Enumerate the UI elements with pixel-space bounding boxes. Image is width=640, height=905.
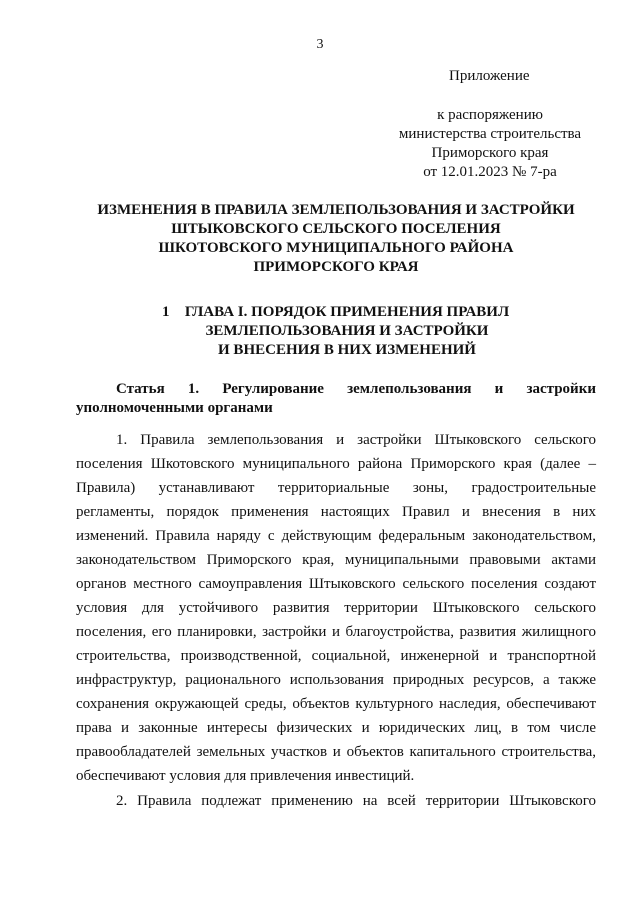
appendix-line: от 12.01.2023 № 7-ра <box>423 164 557 180</box>
document-title-line: ШТЫКОВСКОГО СЕЛЬСКОГО ПОСЕЛЕНИЯ <box>171 221 501 237</box>
article-heading-line <box>76 380 596 399</box>
article-body <box>76 428 596 813</box>
appendix-line: к распоряжению <box>437 107 543 123</box>
article-heading <box>76 380 596 418</box>
appendix-reference <box>390 106 590 182</box>
chapter-title-line: ЗЕМЛЕПОЛЬЗОВАНИЯ И ЗАСТРОЙКИ <box>205 323 489 339</box>
article-heading-line: уполномоченными органами <box>76 400 273 416</box>
document-title <box>0 201 640 277</box>
article-word: 1. <box>187 381 200 397</box>
paragraph-2: 2. Правила подлежат применению на всей территории Штыковского <box>116 793 596 809</box>
article-word: Регулирование <box>222 381 324 397</box>
chapter-title-line: ГЛАВА I. ПОРЯДОК ПРИМЕНЕНИЯ ПРАВИЛ <box>184 304 510 320</box>
page-number: 3 <box>316 37 324 52</box>
chapter-title-line: И ВНЕСЕНИЯ В НИХ ИЗМЕНЕНИЙ <box>218 342 476 358</box>
article-word: и <box>494 381 504 397</box>
appendix-line: Приморского края <box>431 145 549 161</box>
chapter-number: 1 <box>162 304 170 320</box>
paragraph-1: 1. Правила землепользования и застройки Штыковского сельского поселения Шкотовского муниципального района Приморского края (далее – Правила) устанавливают территориальные зоны, градостроительные регламенты, порядок применения настоящих Правил и внесения в них изменений. Правила наряду с действующим федеральным законодательством, законодательством Приморского края, муниципальными правовыми актами органов местного самоуправления Штыковского сельского поселения создают условия для устойчивого развития территории Штыковского сельского поселения, его планировки, застройки и благоустройства, развития жилищного строительства, производственной, социальной, инженерной и транспортной инфраструктур, рационального использования природных ресурсов, а также сохранения окружающей среды, объектов культурного наследия, обеспечивают права и законные интересы физических и юридических лиц, в том числе правообладателей земельных участков и объектов капитального строительства, обеспечивают условия для привлечения инвестиций. <box>76 432 596 784</box>
appendix-line: министерства строительства <box>398 126 582 142</box>
document-title-line: ШКОТОВСКОГО МУНИЦИПАЛЬНОГО РАЙОНА <box>158 240 514 256</box>
appendix-title: Приложение <box>449 68 530 84</box>
document-title-line: ПРИМОРСКОГО КРАЯ <box>253 259 419 275</box>
article-word: Статья <box>116 381 165 397</box>
chapter-title-lines <box>182 303 512 360</box>
article-word: землепользования <box>347 381 472 397</box>
article-word: застройки <box>526 381 596 397</box>
document-title-line: ИЗМЕНЕНИЯ В ПРАВИЛА ЗЕМЛЕПОЛЬЗОВАНИЯ И ЗАСТРОЙКИ <box>97 202 575 218</box>
